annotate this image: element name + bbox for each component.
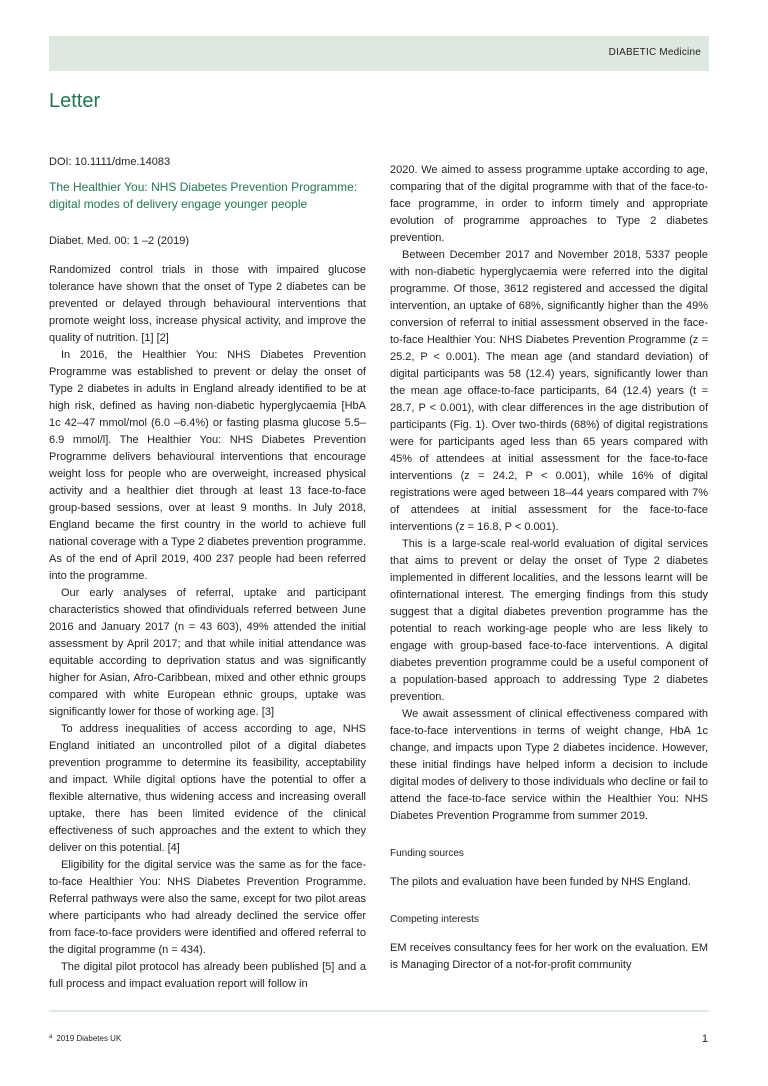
page-number: 1 xyxy=(701,1033,708,1045)
copyright xyxy=(49,1034,121,1043)
body-paragraph: 2020. We aimed to assess programme uptake according to age, comparing that of the digital programme with that of the face-to-face programme, in order to inform timely and appropriate evolution of programme approaches to Type 2 diabetes prevention. xyxy=(390,164,708,244)
body-paragraph: Our early analyses of referral, uptake and participant characteristics showed that ofindividuals referred between June 2016 and January 2017 (n = 43 603), 49% attended the initial assessment by April 2017; and that while initial attendance was equitable according to deprivation status and was significantly higher for Asian, Afro-Caribbean, mixed and other ethnic groups compared with white European ethnic groups, uptake was significantly lower for those of working age. [3] xyxy=(49,587,366,718)
body-paragraph: This is a large-scale real-world evaluation of digital services that aims to prevent or delay the onset of Type 2 diabetes implemented in different localities, and the lessons learnt will be ofinternational interest. The emerging findings from this study suggest that a digital diabetes prevention programme has the potential to reach working-age people who are less likely to engage with group-based face-to-face interventions. A digital diabetes prevention programme could be a useful component of a population-based approach to addressing Type 2 diabetes prevention. xyxy=(390,538,708,703)
citation: Diabet. Med. 00: 1 –2 (2019) xyxy=(49,235,190,247)
body-paragraph: Between December 2017 and November 2018, 5337 people with non-diabetic hyperglycaemia were referred into the digital programme. Of those, 3612 registered and accessed the digital intervention, an uptake of 68%, significantly higher than the 49% conversion of referral to initial assessment observed in the face-to-face Healthier You: NHS Diabetes Prevention Programme (z = 25.2, P < 0.001). The mean age (and standard deviation) of digital participants was 58 (12.4) years, significantly lower than the mean age offace-to-face participants, 64 (12.4) years (t = 28.7, P < 0.001), with clear differences in the age distribution of participants (Fig. 1). Over two-thirds (68%) of digital registrations were for participants aged less than 65 years compared with 45% of attendees at initial assessment for the face-to-face interventions (z = 24.2, P < 0.001), while 16% of digital registrations were aged between 18–44 years compared with 7% of attendees at initial assessment for the face-to-face interventions (z = 16.8, P < 0.001). xyxy=(390,249,708,533)
doi: DOI: 10.1111/dme.14083 xyxy=(49,156,171,168)
funding-text: The pilots and evaluation have been funded by NHS England. xyxy=(390,876,691,888)
left-column xyxy=(49,154,366,993)
funding-heading: Funding sources xyxy=(390,848,464,859)
copyright-text: 2019 Diabetes UK xyxy=(56,1034,122,1043)
body-paragraph: To address inequalities of access according to age, NHS England initiated an uncontrolled pilot of a digital diabetes prevention programme to determine its feasibility, acceptability and impact. While digital options have the potential to offer a flexible alternative, thus widening access and increasing overall uptake, there has been limited evidence of the clinical effectiveness of such approaches and the extent to which they deliver on this potential. [4] xyxy=(49,723,366,854)
copyright-mark: a xyxy=(49,1034,53,1040)
section-title: Letter xyxy=(49,90,101,112)
competing-interests-heading: Competing interests xyxy=(390,914,479,925)
body-paragraph: In 2016, the Healthier You: NHS Diabetes Prevention Programme was established to prevent or delay the onset of Type 2 diabetes in adults in England already identified to be at high risk, defined as having non-diabetic hyperglycaemia [HbA 1c 42–47 mmol/mol (6.0 –6.4%) or fasting plasma glucose 5.5–6.9 mmol/l]. The Healthier You: NHS Diabetes Prevention Programme delivers behavioural interventions that encourage weight loss for people who are overweight, increased physical activity and a healthier diet through at least 13 face-to-face group-based sessions, over at least 9 months. In July 2018, England became the first country in the world to achieve full national coverage with a Type 2 diabetes prevention programme. As of the end of April 2019, 400 237 people had been referred into the programme. xyxy=(49,349,366,582)
body-paragraph: Randomized control trials in those with impaired glucose tolerance have shown that the onset of Type 2 diabetes can be prevented or delayed through behavioural interventions that promote weight loss, increase physical activity, and improve the quality of nutrition. [1] [2] xyxy=(49,264,366,344)
body-paragraph: Eligibility for the digital service was the same as for the face-to-face Healthier You: NHS Diabetes Prevention Programme. Referral pathways were also the same, except for two pilot areas where participants who had already declined the service offer from face-to-face providers were identified and offered referral to the digital programme (n = 434). xyxy=(49,859,366,956)
journal-header-bar xyxy=(49,36,709,71)
body-paragraph: We await assessment of clinical effectiveness compared with face-to-face interventions in terms of weight change, HbA 1c change, and impacts upon Type 2 diabetes incidence. However, these initial findings have helped inform a decision to include digital modes of delivery to those individuals who decline or fail to attend the face-to-face service within the Healthier You: NHS Diabetes Prevention Programme from summer 2019. xyxy=(390,708,708,822)
competing-interests-text: EM receives consultancy fees for her work on the evaluation. EM is Managing Director of a not-for-profit community xyxy=(390,942,708,971)
body-paragraph: The digital pilot protocol has already been published [5] and a full process and impact evaluation report will follow in xyxy=(49,961,366,990)
journal-name: DIABETIC Medicine xyxy=(608,47,701,58)
right-column xyxy=(390,162,708,974)
article-title: The Healthier You: NHS Diabetes Prevention Programme: digital modes of delivery engage younger people xyxy=(49,180,358,211)
footer-rule xyxy=(49,1010,709,1012)
